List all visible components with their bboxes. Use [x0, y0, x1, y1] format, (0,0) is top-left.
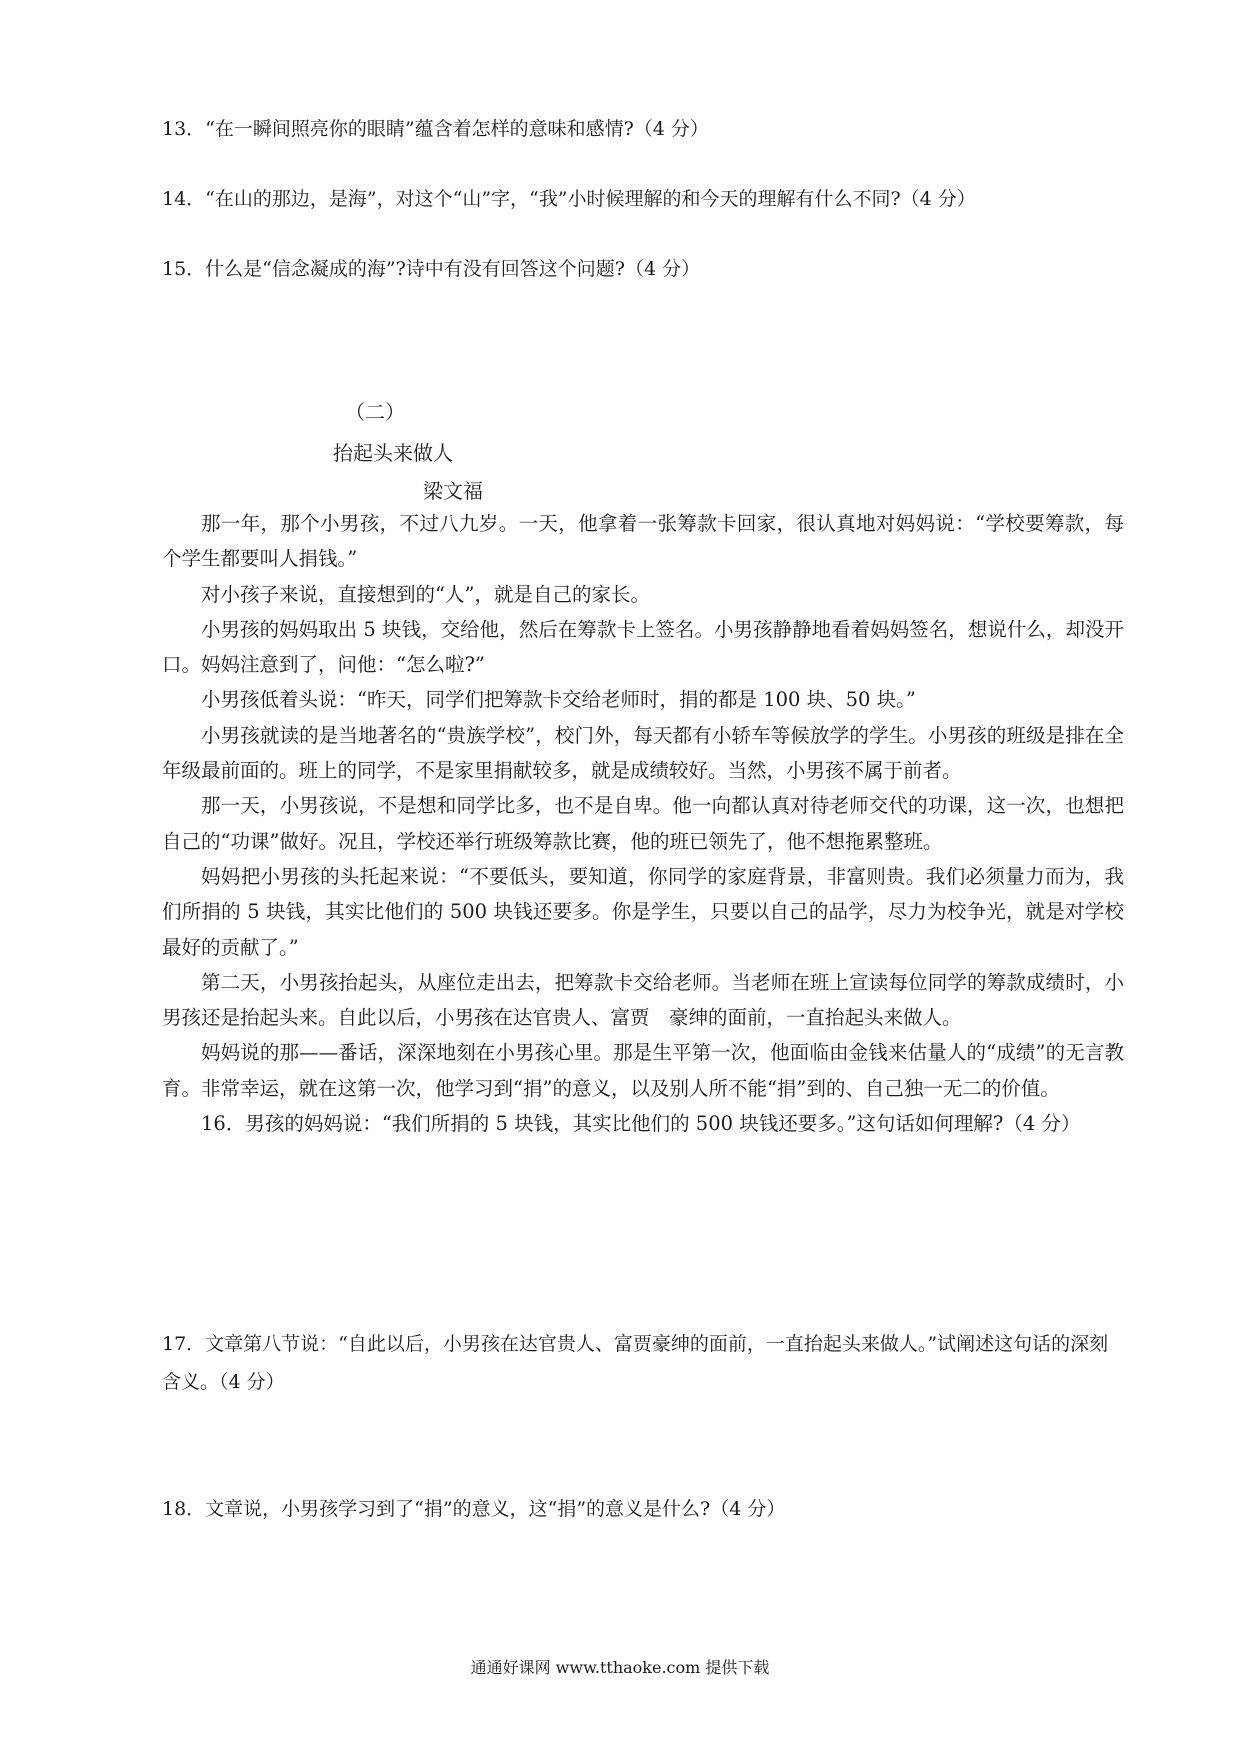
paragraph: 小男孩低着头说：“昨天，同学们把筹款卡交给老师时，捐的都是 100 块、50 块。” — [201, 688, 916, 712]
article-body — [162, 506, 1124, 1141]
paragraph: 妈妈把小男孩的头托起来说：“不要低头，要知道，你同学的家庭背景，非富则贵。我们必须量力而为，我们所捐的 5 块钱，其实比他们的 500 块钱还要多。你是学生，只要以自己的品学，尽力为校争光，就是对学校最好的贡献了。” — [162, 864, 1124, 959]
paragraph: 小男孩的妈妈取出 5 块钱，交给他，然后在筹款卡上签名。小男孩静静地看着妈妈签名，想说什么，却没开口。妈妈注意到了，问他：“怎么啦?” — [162, 617, 1124, 677]
paragraph: 妈妈说的那——番话，深深地刻在小男孩心里。那是生平第一次，他面临由金钱来估量人的“成绩”的无言教育。非常幸运，就在这第一次，他学习到“捐”的意义，以及别人所不能“捐”到的、自己独一无二的价值。 — [162, 1041, 1124, 1100]
question-14: 14．“在山的那边，是海”，对这个“山”字，“我”小时候理解的和今天的理解有什么不同?（4 分） — [162, 188, 976, 210]
paragraph: 第二天，小男孩抬起头，从座位走出去，把筹款卡交给老师。当老师在班上宣读每位同学的筹款成绩时，小男孩还是抬起头来。自此以后，小男孩在达官贵人、富贾 豪绅的面前，一直抬起头来做人。 — [162, 970, 1124, 1030]
page-footer: 通通好课网 www.tthaoke.com 提供下载 — [470, 1658, 770, 1677]
question-16: 16．男孩的妈妈说：“我们所捐的 5 块钱，其实比他们的 500 块钱还要多。”这句话如何理解?（4 分） — [201, 1112, 1081, 1136]
question-13: 13．“在一瞬间照亮你的眼睛”蕴含着怎样的意味和感情?（4 分） — [162, 118, 709, 140]
paragraph: 对小孩子来说，直接想到的“人”，就是自己的家长。 — [201, 582, 650, 606]
article-title: 抬起头来做人 — [333, 441, 453, 465]
question-15: 15．什么是“信念凝成的海”?诗中有没有回答这个问题?（4 分） — [162, 258, 701, 280]
article-author: 梁文福 — [423, 479, 483, 503]
paragraph: 小男孩就读的是当地著名的“贵族学校”，校门外，每天都有小轿车等候放学的学生。小男孩的班级是排在全年级最前面的。班上的同学，不是家里捐献较多，就是成绩较好。当然，小男孩不属于前者。 — [162, 723, 1124, 783]
question-17: 17．文章第八节说：“自此以后，小男孩在达官贵人、富贾豪绅的面前，一直抬起头来做人。”试阐述这句话的深刻含义。（4 分） — [162, 1333, 1109, 1393]
question-18: 18．文章说，小男孩学习到了“捐”的意义，这“捐”的意义是什么?（4 分） — [162, 1498, 786, 1520]
paragraph: 那一年，那个小男孩，不过八九岁。一天，他拿着一张筹款卡回家，很认真地对妈妈说：“学校要筹款，每个学生都要叫人捐钱。” — [162, 512, 1124, 571]
section-number: （二） — [345, 400, 405, 424]
paragraph: 那一天，小男孩说，不是想和同学比多，也不是自卑。他一向都认真对待老师交代的功课，这一次，也想把自己的“功课”做好。况且，学校还举行班级筹款比赛，他的班已领先了，他不想拖累整班。 — [162, 794, 1124, 853]
